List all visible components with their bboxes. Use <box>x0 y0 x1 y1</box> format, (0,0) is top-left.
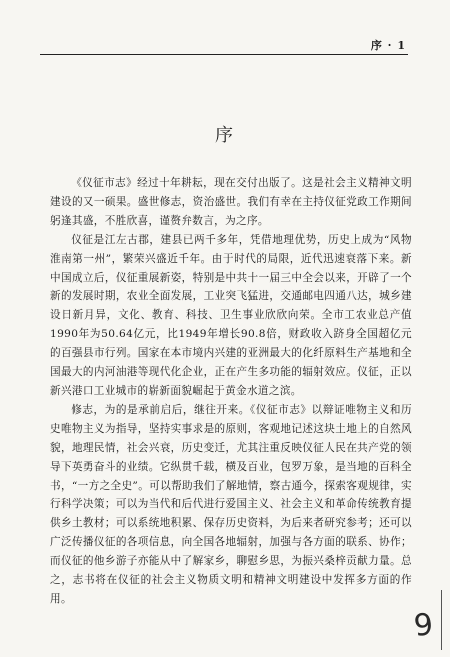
page-title: 序 <box>215 125 235 146</box>
body-text <box>50 174 412 609</box>
paragraph-3: 修志，为的是承前启后，继往开来。《仪征市志》以辩证唯物主义和历史唯物主义为指导，坚持实事求是的原则，客观地记述这块土地上的自然风貌，地理民情，社会兴衰，历史变迁，尤其注重反映仪征人民在共产党的领导下英勇奋斗的业绩。它纵贯千载，横及百业，包罗万象，是当地的百科全书，“一方之全史”。可以帮助我们了解地情，察古通今，探索客观规律，实行科学决策；可以为当代和后代进行爱国主义、社会主义和革命传统教育提供乡土教材；可以系统地积累、保存历史资料，为后来者研究参考；还可以广泛传播仪征的各项信息，向全国各地辐射，加强与各方面的联系、协作；而仪征的他乡游子亦能从中了解家乡，聊慰乡思，为振兴桑梓贡献力量。总之，志书将在仪征的社会主义物质文明和精神文明建设中发挥多方面的作用。 <box>50 403 412 605</box>
header-rule <box>40 54 408 55</box>
margin-line <box>441 590 442 650</box>
handwritten-page-mark: 9 <box>412 607 435 644</box>
paragraph-2: 仪征是江左古郡，建县已两千多年，凭借地理优势，历史上成为“风物淮南第一州”，繁荣兴盛近千年。由于时代的局限，近代迅速衰落下来。新中国成立后，仪征重展新姿，特别是中共十一届三中全会以来，开辟了一个新的发展时期，农业全面发展，工业突飞猛进，交通邮电四通八达，城乡建设日新月异，文化、教育、科技、卫生事业欣欣向荣。全市工农业总产值1990年为50.64亿元，比1949年增长90.8倍，财政收入跻身全国超亿元的百强县市行列。国家在本市境内兴建的亚洲最大的化纤原料生产基地和全国最大的内河油港等现代化企业，正在产生多功能的辐射效应。仪征，正以新兴港口工业城市的崭新面貌崛起于黄金水道之滨。 <box>50 233 412 397</box>
running-head: 序 · 1 <box>370 39 406 52</box>
paragraph-1: 《仪征市志》经过十年耕耘，现在交付出版了。这是社会主义精神文明建设的又一硕果。盛世修志，资治盛世。我们有幸在主持仪征党政工作期间躬逢其盛，不胜欣喜，谨赘弁数言，为之序。 <box>50 177 412 227</box>
